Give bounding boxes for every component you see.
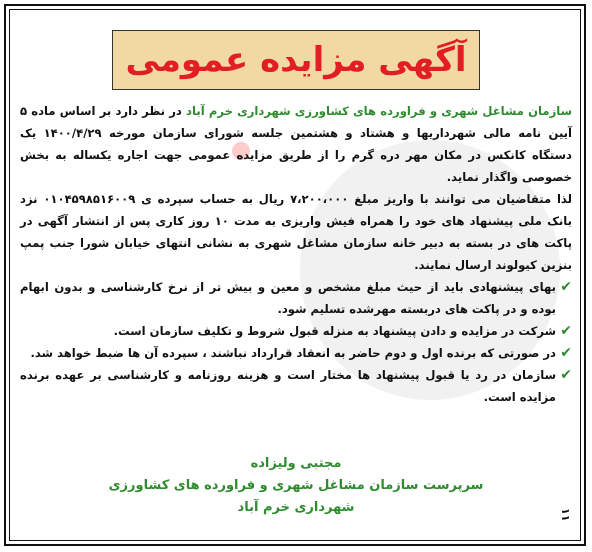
signatory-name: مجتبی ولیزاده: [250, 456, 342, 471]
title-banner: [112, 30, 480, 90]
conditions-list: [20, 276, 572, 408]
intro-paragraph: [20, 100, 572, 188]
check-icon: ✔: [560, 323, 572, 339]
deposit-paragraph: لذا متقاضیان می توانند با واریز مبلغ ۷،۲۰۰،۰۰۰ ریال به حساب سپرده ی ۰۱۰۴۵۹۸۵۱۶۰۰۹ نزد بانک ملی پیشنهاد های خود را همراه فیش واریزی به مدت ۱۰ روز کاری پس از انتشار آگهی در پاکت های در بسته به دبیر خانه سازمان مشاغل شهری به نشانی انتهای خیابان شورا جنب پمپ بنزین کیولوند ارسال نمایند.: [20, 192, 572, 272]
intro-text: در نظر دارد بر اساس ماده ۵ آیین نامه مالی شهرداریها و هشتاد و هشتمین جلسه شورای سازمان مورخه ۱۴۰۰/۴/۲۹ یک دستگاه کانکس در مکان مهر دره گرم را از طریق مزایده عمومی جهت اجاره یکساله به بخش خصوصی واگذار نماید.: [20, 104, 573, 184]
ad-title: آگهی مزایده عمومی: [125, 40, 467, 80]
list-item: ✔ شرکت در مزایده و دادن پیشنهاد به منزله قبول شروط و تکلیف سازمان است.: [20, 320, 572, 342]
check-icon: ✔: [560, 345, 572, 361]
signatory-title: سرپرست سازمان مشاغل شهری و فراورده های کشاورزی: [108, 478, 484, 493]
check-icon: ✔: [560, 279, 572, 295]
organization-name: سازمان مشاغل شهری و فراورده های کشاورزی شهرداری خرم آباد: [186, 104, 573, 118]
corner-mark: ۱۱: [559, 508, 572, 522]
list-item: ✔ بهای پیشنهادی باید از حیث مبلغ مشخص و معین و بیش تر از نرخ کارشناسی و بدون ابهام بوده و در پاکت های دربسته مهرشده تسلیم شود.: [20, 276, 572, 320]
ad-body: [20, 100, 572, 408]
list-item: ✔ سازمان در رد یا قبول پیشنهاد ها مختار است و هزینه روزنامه و کارشناسی بر عهده برنده مزایده است.: [20, 364, 572, 408]
list-item: ✔ در صورتی که برنده اول و دوم حاضر به انعقاد قرارداد نباشند ، سپرده آن ها ضبط خواهد شد.: [20, 342, 572, 364]
check-icon: ✔: [560, 367, 572, 383]
signatory-organization: شهرداری خرم آباد: [237, 500, 355, 515]
